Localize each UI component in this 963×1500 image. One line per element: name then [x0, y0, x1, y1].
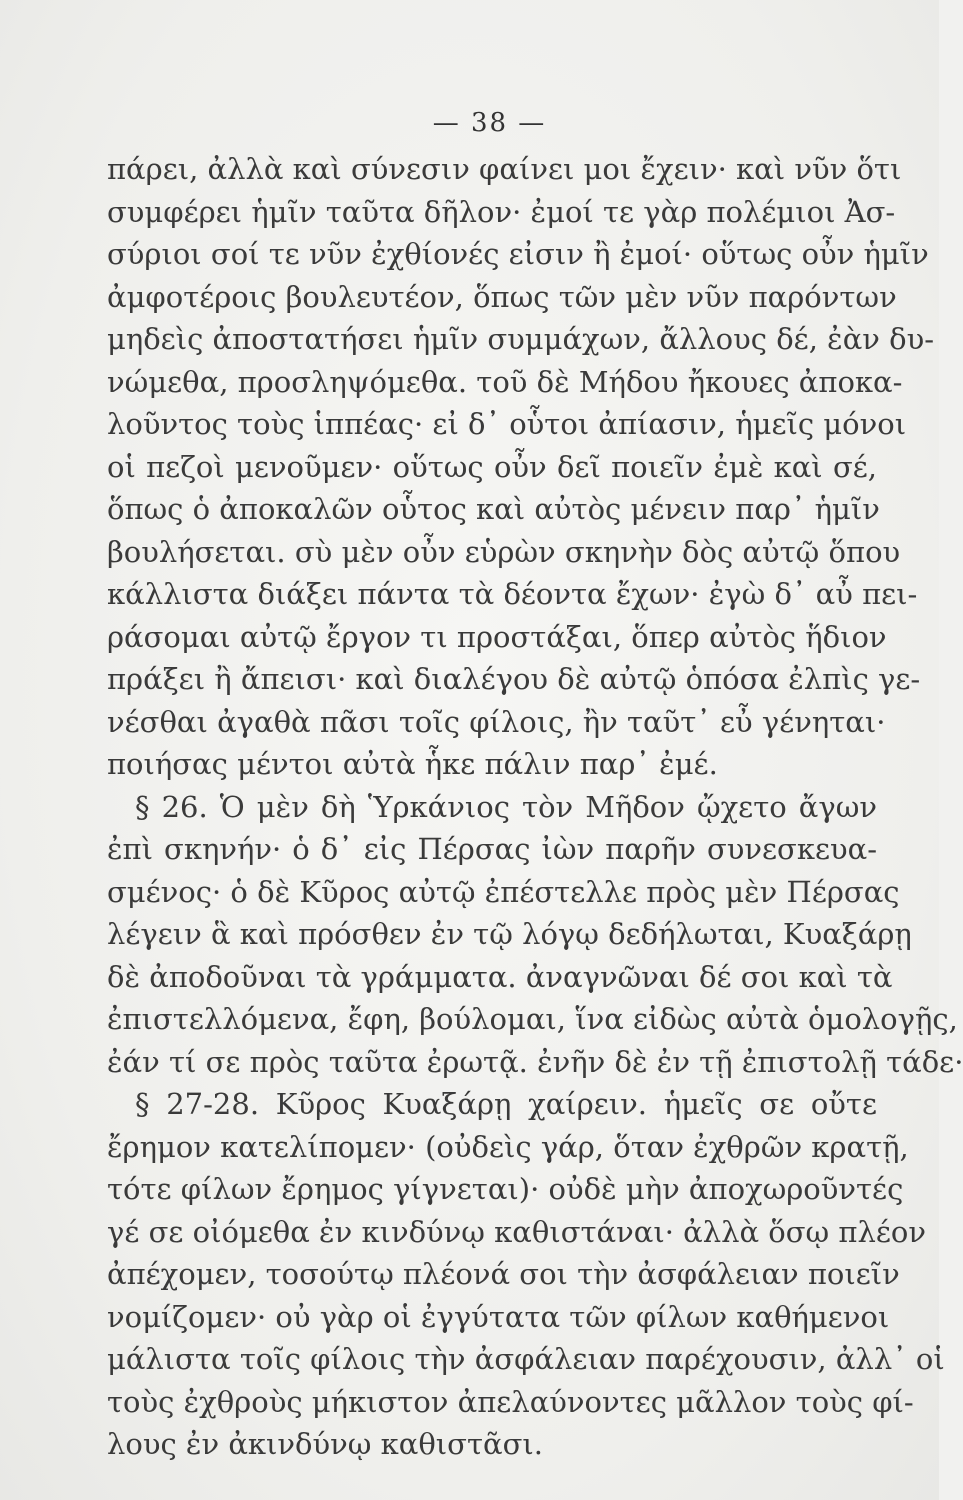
section-heading-line: § 26. Ὁ μὲν δὴ Ὑρκάνιος τὸν Μῆδον ᾤχετο ἄγων: [135, 789, 877, 824]
text-line: σμένος· ὁ δὲ Κῦρος αὐτῷ ἐπέστελλε πρὸς μὲν Πέρσας: [107, 874, 900, 909]
text-line: νομίζομεν· οὐ γὰρ οἱ ἐγγύτατα τῶν φίλων καθήμενοι: [107, 1299, 890, 1334]
text-line: λοῦντος τοὺς ἱππέας· εἰ δ᾽ οὗτοι ἀπίασιν, ἡμεῖς μόνοι: [107, 407, 907, 441]
text-line: γέ σε οἰόμεθα ἐν κινδύνῳ καθιστάναι· ἀλλὰ ὅσῳ πλέον: [107, 1214, 926, 1249]
text-line: βουλήσεται. σὺ μὲν οὖν εὑρὼν σκηνὴν δὸς αὐτῷ ὅπου: [107, 534, 901, 569]
text-line: ἐπὶ σκηνήν· ὁ δ᾽ εἰς Πέρσας ἰὼν παρῆν συνεσκευα-: [107, 832, 877, 866]
page-number: — 38 —: [432, 108, 547, 138]
text-line: πάρει, ἀλλὰ καὶ σύνεσιν φαίνει μοι ἔχειν· καὶ νῦν ὅτι: [107, 152, 902, 186]
text-line: σύριοι σοί τε νῦν ἐχθίονές εἰσιν ἢ ἐμοί· οὕτως οὖν ἡμῖν: [107, 237, 929, 271]
text-line: νώμεθα, προσληψόμεθα. τοῦ δὲ Μήδου ἤκουες ἀποκα-: [107, 364, 903, 399]
text-line: ἀπέχομεν, τοσούτῳ πλέονά σοι τὴν ἀσφάλειαν ποιεῖν: [107, 1257, 900, 1291]
text-line: μάλιστα τοῖς φίλοις τὴν ἀσφάλειαν παρέχουσιν, ἀλλ᾽ οἱ: [107, 1342, 945, 1376]
text-line: κάλλιστα διάξει πάντα τὰ δέοντα ἔχων· ἐγὼ δ᾽ αὖ πει-: [107, 577, 918, 611]
section-heading-line: § 27-28. Κῦρος Κυαξάρῃ χαίρειν. ἡμεῖς σε οὔτε: [135, 1087, 877, 1121]
text-line: πράξει ἢ ἄπεισι· καὶ διαλέγου δὲ αὐτῷ ὁπόσα ἐλπὶς γε-: [107, 662, 921, 696]
text-line: ποιήσας μέντοι αὐτὰ ἧκε πάλιν παρ᾽ ἐμέ.: [107, 747, 718, 781]
text-body: [107, 148, 963, 1466]
text-line: οἱ πεζοὶ μενοῦμεν· οὕτως οὖν δεῖ ποιεῖν ἐμὲ καὶ σέ,: [107, 449, 877, 484]
text-line: ἐπιστελλόμενα, ἔφη, βούλομαι, ἵνα εἰδὼς αὐτὰ ὁμολογῇς,: [107, 1002, 958, 1036]
text-line: τότε φίλων ἔρημος γίγνεται)· οὐδὲ μὴν ἀποχωροῦντές: [107, 1172, 904, 1206]
text-line: ράσομαι αὐτῷ ἔργον τι προστάξαι, ὅπερ αὐτὸς ἥδιον: [107, 619, 887, 654]
text-line: μηδεὶς ἀποστατήσει ἡμῖν συμμάχων, ἄλλους δέ, ἐὰν δυ-: [107, 322, 935, 356]
text-line: δὲ ἀποδοῦναι τὰ γράμματα. ἀναγνῶναι δέ σοι καὶ τὰ: [107, 959, 893, 994]
text-line: ὅπως ὁ ἀποκαλῶν οὗτος καὶ αὐτὸς μένειν παρ᾽ ἡμῖν: [107, 492, 880, 526]
text-line: λέγειν ἃ καὶ πρόσθεν ἐν τῷ λόγῳ δεδήλωται, Κυαξάρῃ: [107, 917, 912, 951]
text-line: ἐάν τί σε πρὸς ταῦτα ἐρωτᾷ. ἐνῆν δὲ ἐν τῇ ἐπιστολῇ τάδε·: [107, 1044, 963, 1079]
text-line: ἔρημον κατελίπομεν· (οὐδεὶς γάρ, ὅταν ἐχθρῶν κρατῇ,: [107, 1129, 909, 1164]
text-line: ἀμφοτέροις βουλευτέον, ὅπως τῶν μὲν νῦν παρόντων: [107, 279, 897, 314]
text-line: λους ἐν ἀκινδύνῳ καθιστᾶσι.: [107, 1427, 543, 1461]
text-line: τοὺς ἐχθροὺς μήκιστον ἀπελαύνοντες μᾶλλον τοὺς φί-: [107, 1384, 914, 1419]
text-line: νέσθαι ἀγαθὰ πᾶσι τοῖς φίλοις, ἢν ταῦτ᾽ εὖ γένηται·: [107, 704, 886, 739]
text-line: συμφέρει ἡμῖν ταῦτα δῆλον· ἐμοί τε γὰρ πολέμιοι Ἀσ-: [107, 194, 896, 229]
